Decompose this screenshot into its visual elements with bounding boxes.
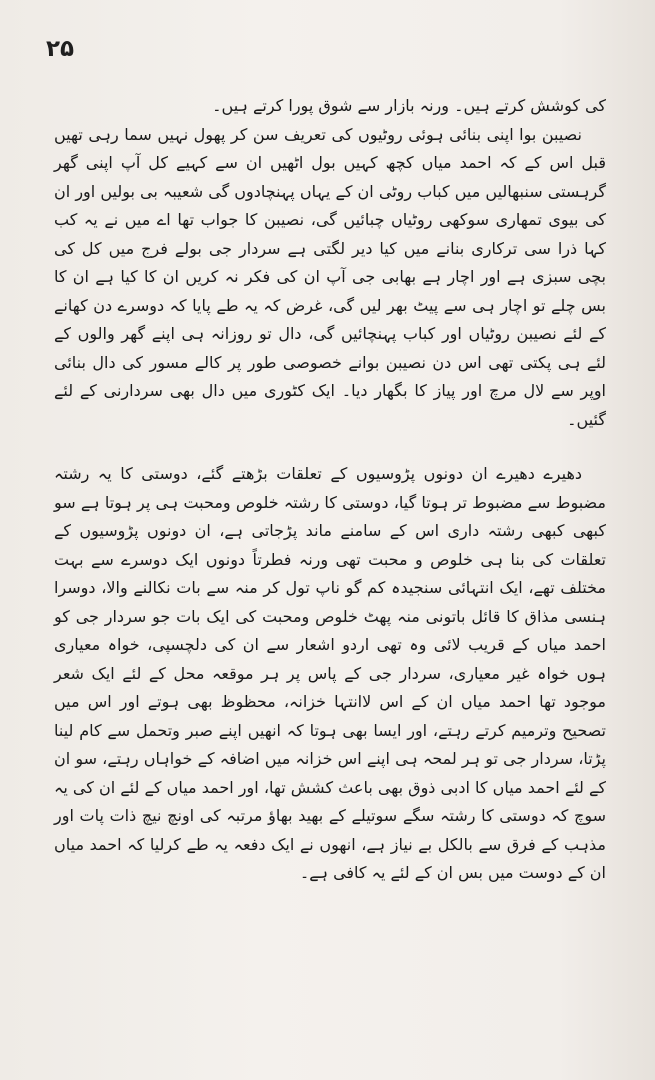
paragraph-continuation: کی کوشش کرتے ہیں۔ ورنہ بازار سے شوق پورا کرتے ہیں۔ — [212, 96, 606, 115]
paragraph-friendship: دھیرے دھیرے ان دونوں پڑوسیوں کے تعلقات بڑھتے گئے، دوستی کا یہ رشتہ مضبوط سے مضبوط تر ہوتا گیا، دوستی کا رشتہ خلوص ومحبت ہی پر ہوتا ہے سو کبھی کبھی رشتہ داری اس کے سامنے ماند پڑجاتی ہے، ان دونوں پڑوسیوں کے تعلقات کی بنا ہی خلوص و محبت تھی ورنہ فطرتاً دونوں ایک دوسرے سے بہت مختلف تھے، ایک انتہائی سنجیدہ کم گو ناپ تول کر منہ سے بات نکالنے والا، دوسرا ہنسی مذاق کا قائل باتونی منہ پھٹ خلوص ومحبت کی ایک بات جو سردار جی کو احمد میاں کے قریب لائی وہ تھی اردو اشعار سے ان کی دلچسپی، خواہ معیاری ہوں خواہ غیر معیاری، سردار جی کے پاس پر ہر موقعہ محل کے لئے ایک شعر موجود تھا احمد میاں ان کے اس لاانتہا خزانہ، محظوظ بھی ہوتے اور اس میں تصحیح وترمیم کرتے رہتے، اور ایسا بھی ہوتا کہ انھیں اپنے صبر وتحمل سے کام لینا پڑتا، سردار جی تو ہر لمحہ ہی اپنے اس خزانہ میں اضافہ کے خواہاں رہتے، سو ان کے لئے احمد میاں کا ادبی ذوق بھی باعث کشش تھا، اور احمد میاں کے لئے ان کی یہ سوچ کہ دوستی کا رشتہ سگے سوتیلے کے بھید بھاؤ مرتبہ کی اونچ نیچ ذات پات اور مذہب کے فرق سے بالکل بے نیاز ہے، انھوں نے ایک دفعہ یہ طے کرلیا کہ احمد میاں ان کے دوست میں بس ان کے لئے یہ کافی ہے۔ — [54, 464, 606, 882]
page-number: ۲۵ — [46, 36, 75, 62]
paragraph-nasiban: نصیبن بوا اپنی بنائی ہوئی روٹیوں کی تعریف سن کر پھول نہیں سما رہی تھیں قبل اس کے کہ احمد میاں کچھ کہیں بول اٹھیں ان سے کہیے کل آپ اپنی گھر گرہستی سنبھالیں میں کباب روٹی ان کے یہاں پہنچادوں گی شعیبہ بی بولیں اور ان کی بیوی تمھاری سوکھی روٹیاں چبائیں گی، نصیبن کا جواب تھا اے میں نے یہ کب کہا ذرا سی ترکاری بنانے میں کیا دیر لگتی ہے سردار جی بولے فرج میں کل کی بچی سبزی ہے اور اچار ہے بھابی جی آپ ان کی فکر نہ کریں ان کا کیا ہے ان کا بس چلے تو اچار ہی سے پیٹ بھر لیں گی، غرض کہ یہ طے پایا کہ دوسرے دن کھانے کے لئے نصیبن روٹیاں اور کباب پہنچائیں گی، دال تو روزانہ ہی اپنے گھر والوں کے لئے ہی پکتی تھی اس دن نصیبن بوانے خصوصی طور پر کالے مسور کی دال بنائی اوپر سے لال مرچ اور پیاز کا بگھار دیا۔ ایک کٹوری میں دال بھی سردارنی کے لئے گئیں۔ — [54, 124, 606, 429]
page-body — [54, 92, 606, 888]
